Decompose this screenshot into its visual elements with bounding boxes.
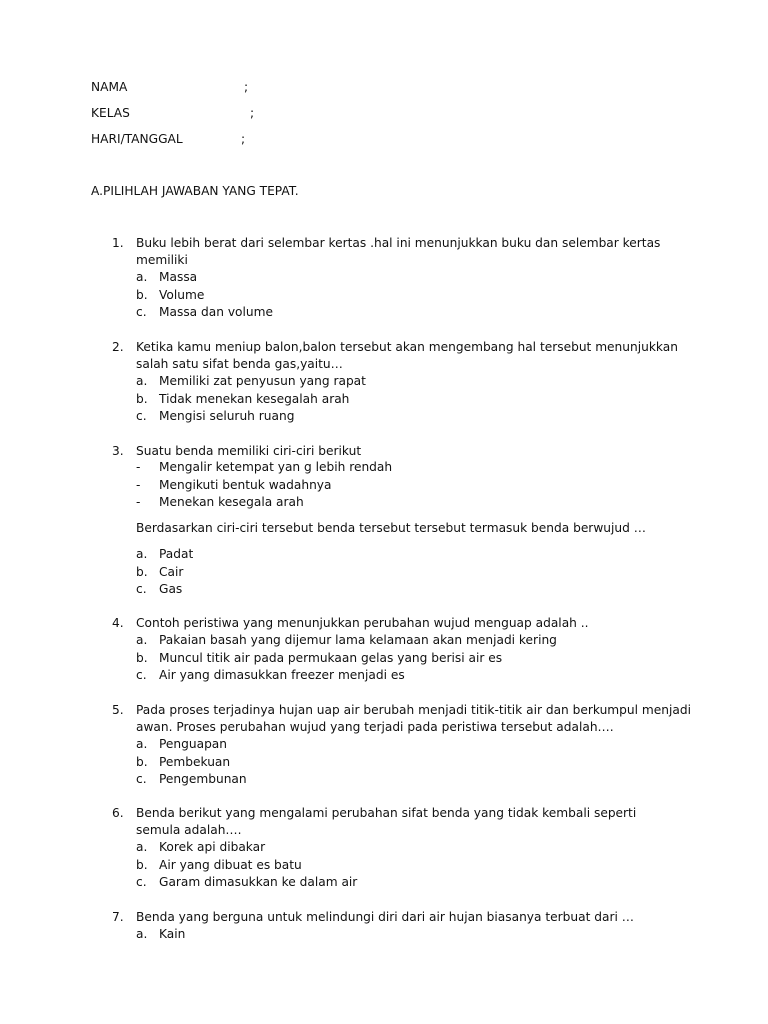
question-number: 4. xyxy=(112,616,124,630)
option-text: Massa dan volume xyxy=(159,305,273,319)
question-text: Buku lebih berat dari selembar kertas .hal ini menunjukkan buku dan selembar kertas memiliki xyxy=(136,236,661,268)
option-text: Air yang dibuat es batu xyxy=(159,857,302,872)
option-text: Memiliki zat penyusun yang rapat xyxy=(159,374,366,388)
option-marker: c. xyxy=(136,668,147,682)
option-marker: a. xyxy=(136,633,148,647)
option-text: Cair xyxy=(159,564,184,579)
option-marker: c. xyxy=(136,305,147,319)
question-number: 1. xyxy=(112,236,124,250)
option-marker: b. xyxy=(136,857,148,872)
trait-text: Menekan kesegala arah xyxy=(159,495,304,509)
option-marker: b. xyxy=(136,564,148,579)
question-text: Suatu benda memiliki ciri-ciri berikut xyxy=(136,444,362,458)
option-marker: b. xyxy=(136,754,148,769)
question-text: Pada proses terjadinya hujan uap air berubah menjadi titik-titik air dan berkumpul menjadi awan. Proses perubahan wujud yang terjadi pada peristiwa tersebut adalah…. xyxy=(136,703,691,735)
trait-text: Mengalir ketempat yan g lebih rendah xyxy=(159,460,393,474)
option-marker: a. xyxy=(136,927,148,941)
trait-marker: - xyxy=(136,495,141,509)
option-marker: a. xyxy=(136,547,148,561)
name-row xyxy=(91,79,249,95)
trait-marker: - xyxy=(136,477,141,492)
option-marker: b. xyxy=(136,287,148,302)
option-marker: c. xyxy=(136,875,147,889)
option-marker: a. xyxy=(136,270,148,284)
option-text: Kain xyxy=(159,927,186,941)
option-text: Korek api dibakar xyxy=(159,840,266,854)
question-text: Benda berikut yang mengalami perubahan sifat benda yang tidak kembali seperti semula adalah…. xyxy=(136,806,637,838)
trait-marker: - xyxy=(136,460,141,474)
date-row xyxy=(91,131,246,147)
option-text: Muncul titik air pada permukaan gelas yang berisi air es xyxy=(159,650,503,665)
option-text: Pakaian basah yang dijemur lama kelamaan akan menjadi kering xyxy=(159,633,557,647)
option-marker: b. xyxy=(136,650,148,665)
option-text: Penguapan xyxy=(159,737,227,751)
option-text: Massa xyxy=(159,270,198,284)
option-marker: c. xyxy=(136,582,147,596)
name-separator: ; xyxy=(244,80,249,94)
option-text: Gas xyxy=(159,582,183,596)
class-label: KELAS xyxy=(91,106,130,120)
question-text: Contoh peristiwa yang menunjukkan perubahan wujud menguap adalah .. xyxy=(136,616,589,630)
name-label: NAMA xyxy=(91,80,128,94)
date-label: HARI/TANGGAL xyxy=(91,132,183,146)
class-row xyxy=(91,105,255,121)
question-note: Berdasarkan ciri-ciri tersebut benda tersebut tersebut termasuk benda berwujud … xyxy=(136,521,646,535)
date-separator: ; xyxy=(241,132,246,146)
option-text: Padat xyxy=(159,547,194,561)
option-marker: a. xyxy=(136,737,148,751)
question-number: 2. xyxy=(112,340,124,354)
question-number: 6. xyxy=(112,806,124,820)
option-marker: c. xyxy=(136,409,147,423)
question-text: Ketika kamu meniup balon,balon tersebut akan mengembang hal tersebut menunjukkan salah satu sifat benda gas,yaitu… xyxy=(136,340,678,372)
option-text: Volume xyxy=(159,287,205,302)
option-marker: b. xyxy=(136,391,148,406)
option-text: Tidak menekan kesegalah arah xyxy=(159,391,350,406)
option-text: Garam dimasukkan ke dalam air xyxy=(159,875,358,889)
option-text: Pembekuan xyxy=(159,754,231,769)
option-text: Air yang dimasukkan freezer menjadi es xyxy=(159,668,405,682)
question-number: 7. xyxy=(112,910,124,924)
trait-text: Mengikuti bentuk wadahnya xyxy=(159,477,332,492)
section-title: A.PILIHLAH JAWABAN YANG TEPAT. xyxy=(91,184,299,198)
option-text: Pengembunan xyxy=(159,772,247,786)
option-marker: a. xyxy=(136,840,148,854)
question-text: Benda yang berguna untuk melindungi diri dari air hujan biasanya terbuat dari … xyxy=(136,910,634,924)
question-number: 5. xyxy=(112,703,124,717)
option-marker: c. xyxy=(136,772,147,786)
class-separator: ; xyxy=(250,106,255,120)
option-text: Mengisi seluruh ruang xyxy=(159,409,295,423)
option-marker: a. xyxy=(136,374,148,388)
question-number: 3. xyxy=(112,444,124,458)
